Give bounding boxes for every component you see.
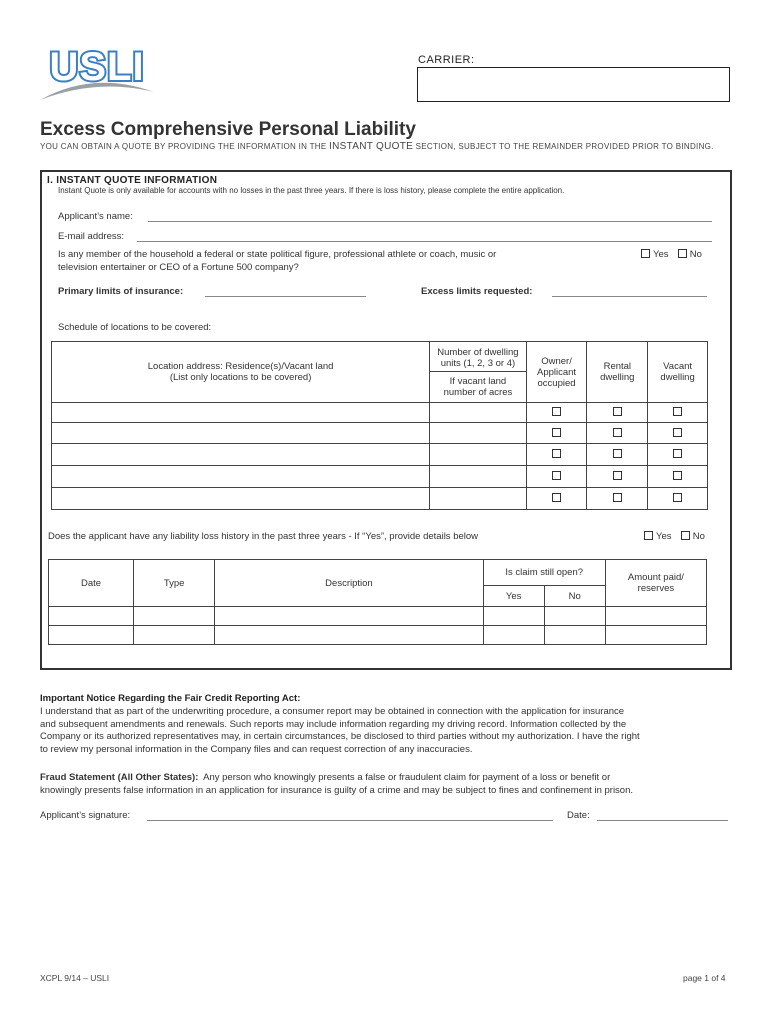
col-vacant-line1: Vacant xyxy=(663,361,693,372)
political-yes-checkbox[interactable] xyxy=(641,249,650,258)
col-vacant-header xyxy=(648,342,708,403)
form-subtitle xyxy=(40,141,714,152)
location-row xyxy=(52,466,708,488)
owner-occupied-checkbox[interactable] xyxy=(552,471,561,480)
owner-occupied-cell xyxy=(526,403,587,423)
form-title: Excess Comprehensive Personal Liability xyxy=(40,119,416,140)
date-label: Date: xyxy=(567,810,590,821)
loss-yes-label: Yes xyxy=(656,531,672,542)
rental-checkbox[interactable] xyxy=(613,428,622,437)
vacant-checkbox[interactable] xyxy=(673,471,682,480)
fraud-title: Fraud Statement (All Other States): xyxy=(40,772,199,783)
political-no-checkbox[interactable] xyxy=(678,249,687,258)
col-owner-line1: Owner/ xyxy=(541,355,572,367)
col-rental-header xyxy=(587,342,648,403)
col-owner-line3: occupied xyxy=(537,377,576,389)
loss-type-cell[interactable] xyxy=(134,607,215,626)
vacant-cell xyxy=(648,444,708,466)
location-units-cell[interactable] xyxy=(430,488,526,510)
subtitle-post: SECTION, SUBJECT TO THE REMAINDER PROVIDED PRIOR TO BINDING. xyxy=(415,142,714,151)
col-units-header xyxy=(430,342,526,403)
col-vacant-line2: dwelling xyxy=(660,372,695,383)
fraud-line2: knowingly presents false information in an application for insurance is guilty of a crime and may be subject to fines and confinement in prison. xyxy=(40,784,634,796)
col-description-header: Description xyxy=(215,560,483,607)
location-row xyxy=(52,403,708,423)
primary-limits-label: Primary limits of insurance: xyxy=(58,286,184,297)
political-yes-label: Yes xyxy=(653,249,669,260)
col-acres-line2: number of acres xyxy=(443,386,513,398)
political-no-label: No xyxy=(689,249,702,260)
usli-logo xyxy=(38,42,156,104)
form-code: XCPL 9/14 – USLI xyxy=(40,973,110,983)
excess-limits-label: Excess limits requested: xyxy=(421,286,533,297)
owner-occupied-checkbox[interactable] xyxy=(552,449,561,458)
loss-open-yes-cell[interactable] xyxy=(483,607,544,626)
col-yes-header: Yes xyxy=(483,586,544,607)
rental-cell xyxy=(587,423,648,444)
location-row xyxy=(52,488,708,510)
location-address-cell[interactable] xyxy=(52,488,430,510)
col-owner-header xyxy=(526,342,587,403)
col-location-line2: (List only locations to be covered) xyxy=(169,372,312,383)
col-amount-line2: reserves xyxy=(637,583,675,594)
section-title: I. INSTANT QUOTE INFORMATION xyxy=(47,175,218,186)
section-note: Instant Quote is only available for accounts with no losses in the past three years. If there is loss history, please complete the entire application. xyxy=(58,186,565,195)
owner-occupied-cell xyxy=(526,444,587,466)
col-claim-open-header: Is claim still open? xyxy=(483,560,605,586)
applicant-name-label: Applicant’s name: xyxy=(58,211,133,222)
political-question-line1: Is any member of the household a federal or state political figure, professional athlete or coach, music or xyxy=(58,249,497,260)
location-units-cell[interactable] xyxy=(430,423,526,444)
fcra-notice-text xyxy=(40,706,740,756)
owner-occupied-cell xyxy=(526,423,587,444)
subtitle-pre: YOU CAN OBTAIN A QUOTE BY PROVIDING THE INFORMATION IN THE xyxy=(40,142,327,151)
carrier-input[interactable] xyxy=(417,67,730,102)
vacant-checkbox[interactable] xyxy=(673,407,682,416)
loss-history-question: Does the applicant have any liability loss history in the past three years - If “Yes”, provide details below xyxy=(48,531,479,542)
col-location-line1: Location address: Residence(s)/Vacant land xyxy=(147,361,334,372)
excess-limits-field[interactable] xyxy=(552,296,707,297)
loss-date-cell[interactable] xyxy=(49,626,134,645)
col-acres-line1: If vacant land xyxy=(449,375,507,387)
loss-no-label: No xyxy=(692,531,705,542)
location-units-cell[interactable] xyxy=(430,466,526,488)
vacant-checkbox[interactable] xyxy=(673,449,682,458)
vacant-cell xyxy=(648,466,708,488)
col-date-header: Date xyxy=(49,560,134,607)
loss-date-cell[interactable] xyxy=(49,607,134,626)
owner-occupied-cell xyxy=(526,466,587,488)
loss-no-checkbox[interactable] xyxy=(681,531,690,540)
col-units-line2: units (1, 2, 3 or 4) xyxy=(440,357,516,369)
location-row xyxy=(52,444,708,466)
loss-type-cell[interactable] xyxy=(134,626,215,645)
location-units-cell[interactable] xyxy=(430,403,526,423)
locations-table xyxy=(51,341,708,510)
col-rental-line2: dwelling xyxy=(600,372,635,383)
date-field[interactable] xyxy=(597,820,728,821)
vacant-checkbox[interactable] xyxy=(673,493,682,502)
rental-cell xyxy=(587,444,648,466)
col-owner-line2: Applicant xyxy=(536,366,577,378)
rental-cell xyxy=(587,466,648,488)
loss-row xyxy=(49,607,707,626)
owner-occupied-checkbox[interactable] xyxy=(552,493,561,502)
loss-row xyxy=(49,626,707,645)
fcra-notice-line4: to review my personal information in the Company files and can request correction of any inaccuracies. xyxy=(40,743,473,755)
loss-yes-checkbox[interactable] xyxy=(644,531,653,540)
fcra-notice-title: Important Notice Regarding the Fair Credit Reporting Act: xyxy=(40,693,301,704)
rental-checkbox[interactable] xyxy=(613,449,622,458)
fcra-notice-line1: I understand that as part of the underwriting procedure, a consumer report may be obtained in connection with the application for insurance xyxy=(40,706,625,717)
col-units-line1: Number of dwelling xyxy=(437,346,519,358)
loss-description-cell[interactable] xyxy=(215,607,483,626)
location-units-cell[interactable] xyxy=(430,444,526,466)
fraud-line1: Any person who knowingly presents a false or fraudulent claim for payment of a loss or benefit or xyxy=(203,772,611,783)
loss-description-cell[interactable] xyxy=(215,626,483,645)
email-label: E-mail address: xyxy=(58,231,124,242)
loss-open-no-cell[interactable] xyxy=(544,626,605,645)
vacant-cell xyxy=(648,403,708,423)
email-field[interactable] xyxy=(137,241,712,242)
owner-occupied-checkbox[interactable] xyxy=(552,428,561,437)
subtitle-highlight: INSTANT QUOTE xyxy=(329,141,414,152)
loss-open-no-cell[interactable] xyxy=(544,607,605,626)
applicant-name-field[interactable] xyxy=(148,221,712,222)
col-no-header: No xyxy=(544,586,605,607)
signature-label: Applicant’s signature: xyxy=(40,810,131,821)
fraud-statement xyxy=(40,772,740,797)
owner-occupied-checkbox[interactable] xyxy=(552,407,561,416)
logo-text: USLI xyxy=(49,45,145,89)
carrier-label: CARRIER: xyxy=(418,54,475,66)
rental-checkbox[interactable] xyxy=(613,493,622,502)
rental-cell xyxy=(587,403,648,423)
signature-field[interactable] xyxy=(147,820,553,821)
loss-open-yes-cell[interactable] xyxy=(483,626,544,645)
location-address-cell[interactable] xyxy=(52,444,430,466)
location-address-cell[interactable] xyxy=(52,423,430,444)
loss-history-table xyxy=(48,559,707,645)
fcra-notice-line2: and subsequent amendments and renewals. Such reports may include information regarding my driving record. Information collected by the xyxy=(40,718,627,730)
col-rental-line1: Rental xyxy=(603,361,632,372)
col-type-header: Type xyxy=(134,560,215,607)
primary-limits-field[interactable] xyxy=(205,296,366,297)
loss-amount-cell[interactable] xyxy=(605,607,706,626)
rental-checkbox[interactable] xyxy=(613,471,622,480)
political-yes-no xyxy=(641,249,702,260)
col-amount-header xyxy=(605,560,706,607)
owner-occupied-cell xyxy=(526,488,587,510)
political-question-line2: television entertainer or CEO of a Fortune 500 company? xyxy=(58,262,299,273)
rental-checkbox[interactable] xyxy=(613,407,622,416)
vacant-cell xyxy=(648,488,708,510)
col-amount-line1: Amount paid/ xyxy=(627,572,684,583)
location-address-cell[interactable] xyxy=(52,466,430,488)
loss-yes-no xyxy=(644,531,705,542)
schedule-label: Schedule of locations to be covered: xyxy=(58,322,212,333)
vacant-cell xyxy=(648,423,708,444)
rental-cell xyxy=(587,488,648,510)
col-location-header xyxy=(52,342,430,403)
vacant-checkbox[interactable] xyxy=(673,428,682,437)
loss-amount-cell[interactable] xyxy=(605,626,706,645)
page-number: page 1 of 4 xyxy=(683,973,726,983)
fcra-notice-line3: Company or its authorized representatives may, in certain circumstances, be disclosed to third parties without my authorization. I have the right xyxy=(40,731,640,742)
location-address-cell[interactable] xyxy=(52,403,430,423)
location-row xyxy=(52,423,708,444)
